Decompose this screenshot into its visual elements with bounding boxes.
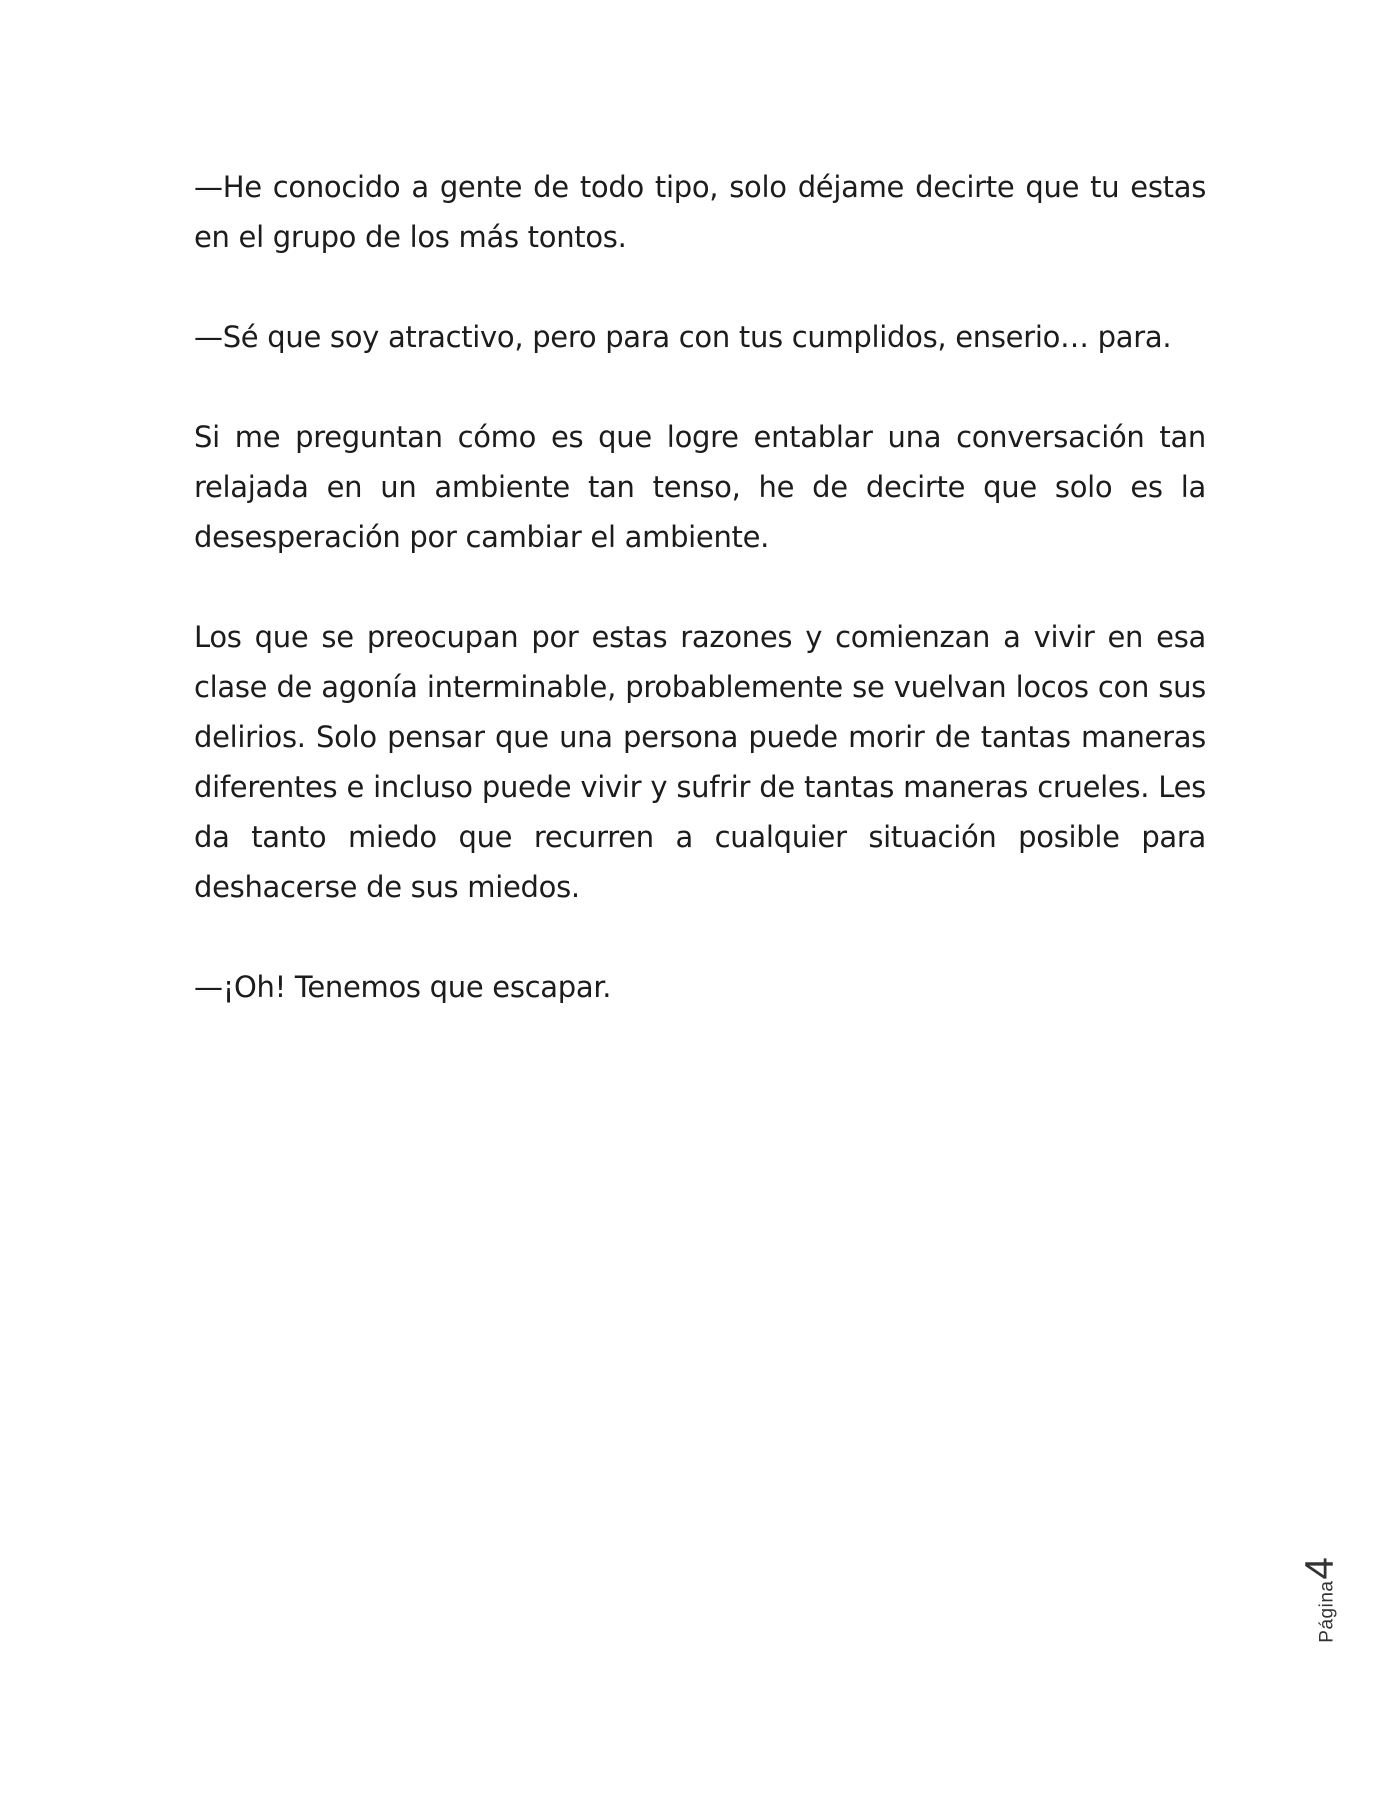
paragraph-3: Si me preguntan cómo es que logre entablar una conversación tan relajada en un ambiente tan tenso, he de decirte que solo es la desesperación por cambiar el ambiente. (194, 420, 1206, 554)
body-text (194, 162, 1206, 1062)
paragraph-4: Los que se preocupan por estas razones y comienzan a vivir en esa clase de agonía interminable, probablemente se vuelvan locos con sus delirios. Solo pensar que una persona puede morir de tantas maneras diferentes e incluso puede vivir y sufrir de tantas maneras crueles. Les da tanto miedo que recurren a cualquier situación posible para deshacerse de sus miedos. (194, 620, 1206, 904)
page-number-footer (1290, 1545, 1350, 1655)
page-label: Página (1316, 1580, 1338, 1643)
paragraph-1: —He conocido a gente de todo tipo, solo déjame decirte que tu estas en el grupo de los más tontos. (194, 170, 1206, 254)
paragraph-5: —¡Oh! Tenemos que escapar. (194, 970, 612, 1004)
page-number-rotated (1298, 1557, 1343, 1642)
page-number: 4 (1297, 1557, 1342, 1580)
paragraph-2: —Sé que soy atractivo, pero para con tus cumplidos, enserio… para. (194, 320, 1172, 354)
